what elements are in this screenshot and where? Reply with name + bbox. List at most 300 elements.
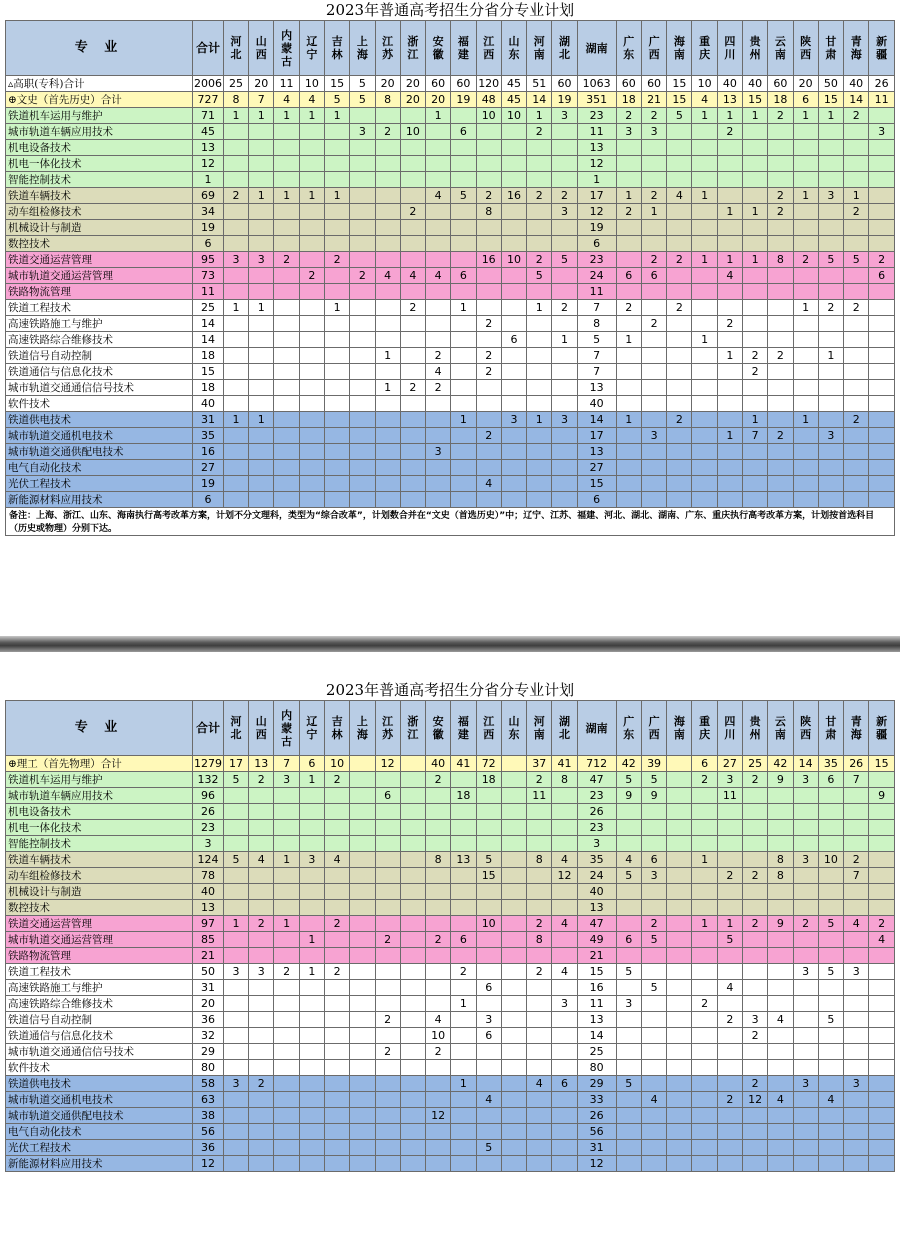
quota-cell — [426, 140, 451, 156]
total-cell: 97 — [193, 916, 224, 932]
quota-cell — [350, 460, 375, 476]
quota-cell — [641, 332, 666, 348]
major-name-cell: 铁道交通运营管理 — [6, 916, 193, 932]
total-cell: 56 — [193, 1124, 224, 1140]
quota-cell: 3 — [793, 772, 818, 788]
quota-cell: 3 — [299, 852, 324, 868]
quota-cell: 2 — [324, 772, 349, 788]
quota-cell — [223, 900, 248, 916]
quota-cell — [274, 1092, 299, 1108]
table-row — [6, 300, 895, 316]
quota-cell: 1 — [692, 108, 717, 124]
quota-cell — [667, 788, 692, 804]
quota-cell: 40 — [577, 884, 616, 900]
quota-cell: 60 — [552, 76, 577, 92]
quota-cell: 1 — [223, 108, 248, 124]
quota-cell — [274, 396, 299, 412]
quota-cell — [223, 1028, 248, 1044]
quota-cell — [641, 820, 666, 836]
quota-cell — [324, 412, 349, 428]
quota-cell — [869, 476, 895, 492]
quota-cell — [249, 1092, 274, 1108]
quota-cell — [274, 884, 299, 900]
quota-cell — [350, 444, 375, 460]
quota-cell: 2 — [641, 916, 666, 932]
column-header-major: 专 业 — [6, 701, 193, 756]
quota-cell: 6 — [641, 852, 666, 868]
major-name-cell: ▵高职(专科)合计 — [6, 76, 193, 92]
quota-cell — [616, 492, 641, 508]
quota-cell — [426, 124, 451, 140]
quota-cell — [375, 492, 400, 508]
quota-cell: 15 — [667, 92, 692, 108]
column-header-province: 上海 — [350, 21, 375, 76]
quota-cell — [717, 804, 742, 820]
quota-cell: 47 — [577, 916, 616, 932]
quota-cell: 14 — [793, 756, 818, 772]
quota-cell — [249, 868, 274, 884]
quota-cell — [717, 412, 742, 428]
plan-section-ligong — [5, 680, 895, 1172]
total-cell: 69 — [193, 188, 224, 204]
quota-cell — [869, 1060, 895, 1076]
quota-cell — [869, 348, 895, 364]
quota-cell: 3 — [249, 252, 274, 268]
quota-cell: 4 — [552, 916, 577, 932]
quota-cell — [451, 868, 476, 884]
quota-cell: 1 — [616, 188, 641, 204]
table-row — [6, 236, 895, 252]
quota-cell — [768, 932, 793, 948]
quota-cell — [223, 1060, 248, 1076]
quota-cell — [641, 1060, 666, 1076]
quota-cell: 1 — [274, 852, 299, 868]
major-name-cell: 铁道信号自动控制 — [6, 1012, 193, 1028]
quota-cell: 2 — [743, 1076, 768, 1092]
quota-cell — [249, 788, 274, 804]
quota-cell: 3 — [577, 836, 616, 852]
quota-cell — [616, 1108, 641, 1124]
quota-cell — [818, 868, 843, 884]
quota-cell — [641, 364, 666, 380]
quota-cell: 11 — [527, 788, 552, 804]
quota-cell — [375, 1076, 400, 1092]
total-cell: 34 — [193, 204, 224, 220]
quota-cell: 13 — [451, 852, 476, 868]
quota-cell — [768, 820, 793, 836]
quota-cell — [274, 316, 299, 332]
quota-cell — [223, 428, 248, 444]
quota-cell — [641, 900, 666, 916]
quota-cell — [299, 1012, 324, 1028]
major-name-cell: 机电设备技术 — [6, 140, 193, 156]
table-row — [6, 1140, 895, 1156]
quota-cell — [743, 1124, 768, 1140]
quota-cell — [641, 1124, 666, 1140]
quota-cell — [793, 804, 818, 820]
quota-cell — [350, 428, 375, 444]
quota-cell — [400, 868, 425, 884]
quota-cell: 12 — [375, 756, 400, 772]
quota-cell — [501, 268, 526, 284]
quota-cell — [692, 1028, 717, 1044]
quota-cell: 2 — [869, 916, 895, 932]
quota-cell — [350, 156, 375, 172]
quota-cell: 2 — [476, 348, 501, 364]
quota-cell — [501, 1012, 526, 1028]
quota-cell — [818, 1076, 843, 1092]
quota-cell — [818, 836, 843, 852]
quota-cell: 10 — [324, 756, 349, 772]
quota-cell — [844, 444, 869, 460]
quota-cell — [375, 1028, 400, 1044]
table-row — [6, 252, 895, 268]
quota-cell — [426, 836, 451, 852]
quota-cell — [844, 1028, 869, 1044]
quota-cell — [641, 460, 666, 476]
quota-cell: 1 — [451, 1076, 476, 1092]
quota-cell — [400, 820, 425, 836]
quota-cell: 1 — [451, 412, 476, 428]
quota-cell — [400, 364, 425, 380]
quota-cell — [375, 1124, 400, 1140]
quota-cell: 1 — [717, 108, 742, 124]
quota-cell: 6 — [641, 268, 666, 284]
major-name-cell: 高速铁路综合维修技术 — [6, 996, 193, 1012]
quota-cell: 4 — [869, 932, 895, 948]
quota-cell — [692, 124, 717, 140]
column-header-province: 甘肃 — [818, 21, 843, 76]
quota-cell — [299, 236, 324, 252]
quota-cell — [274, 788, 299, 804]
quota-cell — [616, 1028, 641, 1044]
quota-cell: 2 — [818, 300, 843, 316]
quota-cell — [667, 868, 692, 884]
quota-cell — [844, 900, 869, 916]
quota-cell — [692, 396, 717, 412]
quota-cell — [451, 1044, 476, 1060]
quota-cell — [527, 1060, 552, 1076]
quota-cell — [249, 140, 274, 156]
column-header-province: 浙江 — [400, 21, 425, 76]
quota-cell — [527, 156, 552, 172]
quota-cell — [768, 316, 793, 332]
quota-cell — [223, 140, 248, 156]
quota-cell — [451, 884, 476, 900]
quota-cell — [527, 364, 552, 380]
quota-cell — [400, 220, 425, 236]
quota-cell — [324, 1092, 349, 1108]
quota-cell — [223, 220, 248, 236]
quota-cell — [249, 804, 274, 820]
quota-cell — [552, 124, 577, 140]
quota-cell — [274, 996, 299, 1012]
quota-cell: 3 — [426, 444, 451, 460]
column-header-province: 山西 — [249, 21, 274, 76]
quota-cell — [476, 1108, 501, 1124]
quota-cell — [274, 1028, 299, 1044]
quota-cell — [501, 460, 526, 476]
quota-cell: 2 — [400, 380, 425, 396]
quota-cell — [869, 444, 895, 460]
column-header-province: 湖南 — [577, 21, 616, 76]
quota-cell — [793, 1092, 818, 1108]
quota-cell — [527, 348, 552, 364]
major-name-cell: 铁道工程技术 — [6, 964, 193, 980]
quota-cell: 8 — [426, 852, 451, 868]
quota-cell: 5 — [451, 188, 476, 204]
quota-cell — [869, 1124, 895, 1140]
quota-cell: 2 — [667, 252, 692, 268]
quota-cell: 3 — [249, 964, 274, 980]
quota-cell — [641, 1028, 666, 1044]
quota-cell — [768, 788, 793, 804]
quota-cell — [249, 204, 274, 220]
quota-cell — [249, 268, 274, 284]
quota-cell — [717, 284, 742, 300]
quota-cell — [768, 1124, 793, 1140]
quota-cell: 3 — [223, 1076, 248, 1092]
quota-cell — [299, 1108, 324, 1124]
quota-cell — [844, 1140, 869, 1156]
quota-cell — [400, 156, 425, 172]
quota-cell — [426, 252, 451, 268]
quota-cell — [501, 1060, 526, 1076]
quota-cell — [768, 492, 793, 508]
quota-cell: 1 — [299, 108, 324, 124]
quota-cell: 4 — [426, 1012, 451, 1028]
quota-cell: 8 — [223, 92, 248, 108]
column-header-province: 河北 — [223, 21, 248, 76]
quota-cell — [818, 236, 843, 252]
quota-cell — [768, 220, 793, 236]
quota-cell — [375, 1060, 400, 1076]
quota-cell: 5 — [818, 252, 843, 268]
quota-cell — [350, 236, 375, 252]
quota-cell — [692, 268, 717, 284]
quota-cell: 2 — [249, 916, 274, 932]
major-name-cell: ⊕文史（首先历史）合计 — [6, 92, 193, 108]
quota-cell — [793, 332, 818, 348]
quota-cell: 17 — [223, 756, 248, 772]
quota-cell — [350, 396, 375, 412]
quota-cell: 40 — [577, 396, 616, 412]
column-header-province: 安徽 — [426, 701, 451, 756]
total-cell: 96 — [193, 788, 224, 804]
quota-cell — [616, 1012, 641, 1028]
quota-cell — [299, 396, 324, 412]
total-cell: 31 — [193, 980, 224, 996]
quota-cell: 1 — [692, 252, 717, 268]
quota-cell — [476, 156, 501, 172]
quota-cell — [375, 284, 400, 300]
column-header-province: 内蒙古 — [274, 21, 299, 76]
quota-cell — [667, 332, 692, 348]
quota-cell — [768, 1076, 793, 1092]
quota-cell — [844, 476, 869, 492]
quota-cell — [476, 948, 501, 964]
quota-cell: 21 — [641, 92, 666, 108]
quota-cell — [692, 412, 717, 428]
page-title: 2023年普通高考招生分省分专业计划 — [325, 1, 575, 19]
quota-cell — [869, 836, 895, 852]
quota-cell — [400, 492, 425, 508]
quota-cell — [223, 332, 248, 348]
quota-cell — [869, 1044, 895, 1060]
quota-cell: 60 — [641, 76, 666, 92]
quota-cell — [641, 140, 666, 156]
quota-cell: 23 — [577, 108, 616, 124]
quota-cell — [552, 932, 577, 948]
quota-cell — [692, 476, 717, 492]
quota-cell: 1 — [274, 916, 299, 932]
quota-cell — [249, 220, 274, 236]
quota-cell — [818, 996, 843, 1012]
quota-cell — [299, 492, 324, 508]
quota-cell — [616, 980, 641, 996]
column-header-province: 河南 — [527, 701, 552, 756]
column-header-province: 福建 — [451, 701, 476, 756]
total-cell: 45 — [193, 124, 224, 140]
quota-cell — [299, 1076, 324, 1092]
quota-cell: 60 — [768, 76, 793, 92]
quota-cell — [667, 1156, 692, 1172]
quota-cell — [350, 348, 375, 364]
quota-cell — [743, 476, 768, 492]
quota-cell — [249, 1012, 274, 1028]
table-row — [6, 772, 895, 788]
quota-cell — [527, 820, 552, 836]
quota-cell: 50 — [818, 76, 843, 92]
quota-cell — [274, 332, 299, 348]
total-cell: 12 — [193, 1156, 224, 1172]
quota-cell — [717, 140, 742, 156]
quota-cell — [552, 476, 577, 492]
quota-cell: 3 — [476, 1012, 501, 1028]
quota-cell — [476, 1044, 501, 1060]
quota-cell — [793, 172, 818, 188]
quota-cell: 1 — [743, 412, 768, 428]
quota-cell — [350, 172, 375, 188]
quota-cell — [527, 804, 552, 820]
column-header-total: 合计 — [193, 21, 224, 76]
quota-cell — [552, 172, 577, 188]
quota-cell: 5 — [844, 252, 869, 268]
quota-cell — [501, 1140, 526, 1156]
major-name-cell: 高速铁路综合维修技术 — [6, 332, 193, 348]
quota-cell — [324, 476, 349, 492]
quota-cell — [426, 1060, 451, 1076]
quota-cell: 7 — [249, 92, 274, 108]
quota-cell — [793, 868, 818, 884]
quota-cell — [743, 460, 768, 476]
quota-cell — [844, 284, 869, 300]
quota-cell — [501, 820, 526, 836]
quota-cell — [844, 428, 869, 444]
quota-cell: 60 — [451, 76, 476, 92]
quota-cell — [527, 1012, 552, 1028]
quota-cell: 10 — [692, 76, 717, 92]
quota-cell — [818, 1028, 843, 1044]
table-row — [6, 948, 895, 964]
quota-cell — [717, 1108, 742, 1124]
quota-cell — [768, 996, 793, 1012]
table-row — [6, 1060, 895, 1076]
quota-cell — [324, 364, 349, 380]
quota-cell — [869, 772, 895, 788]
quota-cell — [818, 932, 843, 948]
table-row — [6, 756, 895, 772]
quota-cell — [350, 756, 375, 772]
quota-cell: 4 — [768, 1092, 793, 1108]
quota-cell — [692, 140, 717, 156]
quota-cell — [641, 412, 666, 428]
quota-cell — [274, 980, 299, 996]
quota-cell: 4 — [476, 476, 501, 492]
quota-cell — [501, 1156, 526, 1172]
major-name-cell: 铁道通信与信息化技术 — [6, 364, 193, 380]
quota-cell — [375, 412, 400, 428]
quota-cell — [552, 1012, 577, 1028]
quota-cell — [451, 916, 476, 932]
quota-cell — [249, 1124, 274, 1140]
quota-cell: 1 — [274, 188, 299, 204]
quota-cell — [476, 996, 501, 1012]
quota-cell — [426, 1092, 451, 1108]
quota-cell — [552, 428, 577, 444]
quota-cell — [818, 804, 843, 820]
quota-cell — [223, 172, 248, 188]
quota-cell — [793, 1124, 818, 1140]
quota-cell — [768, 140, 793, 156]
quota-cell — [641, 476, 666, 492]
column-header-province: 重庆 — [692, 21, 717, 76]
quota-cell — [616, 348, 641, 364]
quota-cell — [350, 412, 375, 428]
quota-cell: 41 — [552, 756, 577, 772]
quota-cell — [451, 172, 476, 188]
quota-cell — [249, 900, 274, 916]
quota-cell — [717, 884, 742, 900]
quota-cell: 48 — [476, 92, 501, 108]
quota-cell: 33 — [577, 1092, 616, 1108]
quota-cell — [476, 884, 501, 900]
quota-cell — [350, 300, 375, 316]
quota-cell — [350, 836, 375, 852]
quota-cell — [552, 1044, 577, 1060]
quota-cell — [299, 476, 324, 492]
quota-cell — [844, 364, 869, 380]
table-row — [6, 76, 895, 92]
quota-cell: 35 — [577, 852, 616, 868]
quota-cell: 49 — [577, 932, 616, 948]
quota-cell — [552, 900, 577, 916]
quota-cell — [552, 948, 577, 964]
quota-cell — [350, 316, 375, 332]
quota-cell — [400, 1012, 425, 1028]
quota-cell — [667, 756, 692, 772]
quota-cell — [451, 204, 476, 220]
quota-cell — [869, 284, 895, 300]
quota-cell — [552, 884, 577, 900]
quota-cell: 20 — [400, 76, 425, 92]
column-header-province: 云南 — [768, 21, 793, 76]
quota-cell — [743, 156, 768, 172]
table-row — [6, 1028, 895, 1044]
major-name-cell: 铁道供电技术 — [6, 412, 193, 428]
quota-cell: 5 — [324, 92, 349, 108]
quota-cell: 12 — [577, 156, 616, 172]
